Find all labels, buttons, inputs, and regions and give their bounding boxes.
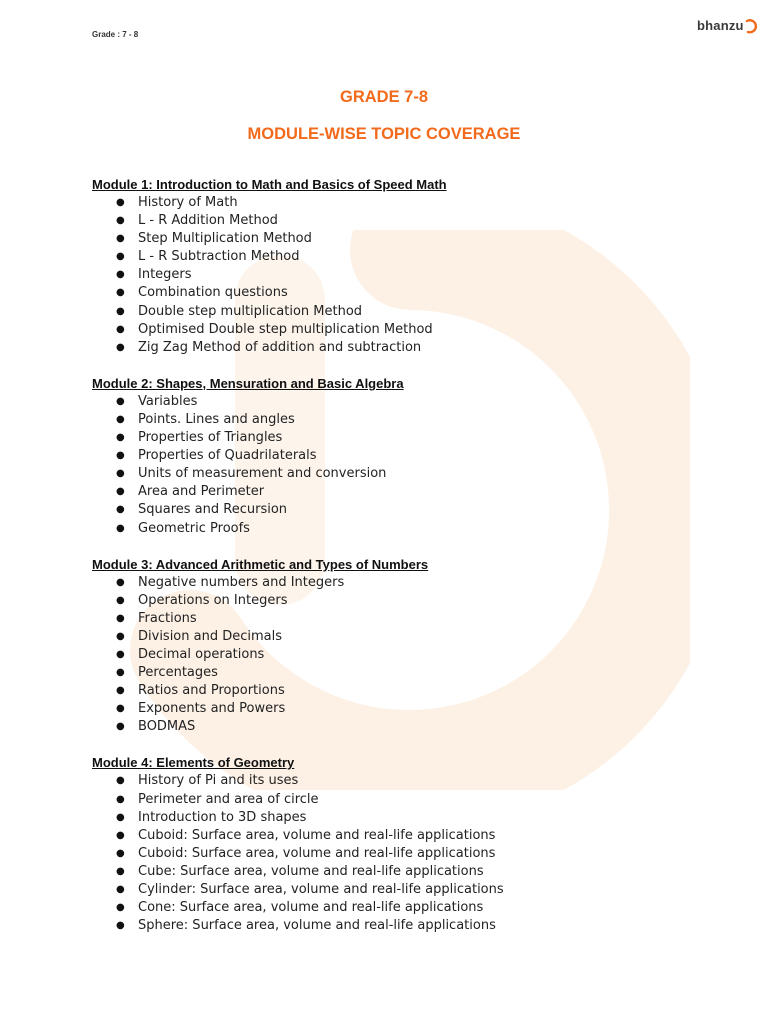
bullet-icon: ● [116,630,125,642]
bullet-icon: ● [116,594,125,606]
topic-label: History of Pi and its uses [138,773,299,789]
topic-label: Double step multiplication Method [138,303,363,319]
bullet-icon: ● [116,197,125,208]
topic-item [92,664,712,682]
bullet-icon: ● [116,721,125,733]
bullet-icon: ● [116,829,125,841]
topic-item [92,592,712,610]
topic-label: Variables [138,393,198,409]
topic-label: Optimised Double step multiplication Method [138,321,433,337]
topic-item [92,194,712,212]
bullet-icon: ● [116,233,125,245]
topic-item [92,393,712,411]
topic-item [92,284,712,302]
module-heading: Module 3: Advanced Arithmetic and Types of Numbers [92,556,429,572]
topic-item [92,610,712,628]
topic-label: L - R Subtraction Method [138,249,300,265]
topic-label: Properties of Quadrilaterals [138,448,317,464]
bullet-icon: ● [116,612,125,624]
bullet-icon: ● [116,775,125,787]
bullet-icon: ● [116,215,125,227]
module-heading: Module 2: Shapes, Mensuration and Basic Algebra [92,375,404,391]
bullet-icon: ● [116,920,125,932]
topic-label: Decimal operations [138,646,265,662]
bullet-icon: ● [116,486,125,498]
bullet-icon: ● [116,576,125,588]
topic-label: Division and Decimals [138,628,283,644]
topic-label: Exponents and Powers [138,701,286,717]
topic-item [92,827,712,845]
bullet-icon: ● [116,685,125,697]
topic-label: BODMAS [138,719,196,735]
bhanzu-logo [697,17,757,34]
bullet-icon: ● [116,450,125,462]
topic-label: Fractions [138,610,197,626]
bullet-icon: ● [116,305,125,317]
topic-item [92,465,712,483]
bullet-icon: ● [116,395,125,407]
topic-item [92,520,712,538]
bullet-icon: ● [116,884,125,895]
topic-label: Cube: Surface area, volume and real-life applications [138,863,484,879]
bullet-icon: ● [116,703,125,715]
topic-item [92,845,712,863]
topic-label: History of Math [138,195,238,210]
bullet-icon: ● [116,287,125,299]
topic-label: Units of measurement and conversion [138,466,387,482]
topic-label: Points. Lines and angles [138,411,295,427]
bullet-icon: ● [116,341,125,353]
topic-label: Negative numbers and Integers [138,574,345,590]
topic-label: Sphere: Surface area, volume and real-life applications [138,918,496,934]
topic-item [92,863,712,881]
topic-item [92,628,712,646]
topic-item [92,212,712,230]
bullet-icon: ● [116,847,125,859]
bullet-icon: ● [116,323,125,335]
module-heading: Module 4: Elements of Geometry [92,755,295,771]
topic-item [92,809,712,827]
bullet-icon: ● [116,793,125,805]
bullet-icon: ● [116,648,125,660]
bullet-icon: ● [116,902,125,914]
bullet-icon: ● [116,413,125,425]
topic-label: Introduction to 3D shapes [138,809,307,825]
bhanzu-logo-icon [745,18,757,34]
topic-label: Cylinder: Surface area, volume and real-life applications [138,882,504,897]
bullet-icon: ● [116,667,125,679]
topic-item [92,501,712,519]
topic-label: Squares and Recursion [138,502,288,518]
module-1 [92,176,712,357]
topic-item [92,483,712,501]
module-heading: Module 1: Introduction to Math and Basics of Speed Math [92,177,447,192]
bullet-icon: ● [116,432,125,444]
topic-label: Step Multiplication Method [138,231,312,247]
bullet-icon: ● [116,468,125,480]
logo-text: bhanzu [697,18,744,33]
topic-label: Combination questions [138,285,288,301]
topic-list [92,772,712,935]
bullet-icon: ● [116,251,125,263]
bullet-icon: ● [116,865,125,877]
topic-label: Percentages [138,665,218,681]
topic-list [92,194,712,357]
topic-label: Cone: Surface area, volume and real-life applications [138,900,484,916]
topic-label: Geometric Proofs [138,520,250,536]
topic-item [92,791,712,809]
topic-item [92,248,712,266]
bullet-icon: ● [116,269,125,281]
topic-item [92,411,712,429]
topic-item [92,339,712,357]
topic-item [92,772,712,790]
topic-item [92,321,712,339]
page-title: GRADE 7-8 [339,88,429,106]
topic-item [92,574,712,592]
topic-label: Cuboid: Surface area, volume and real-life applications [138,845,496,861]
page-subtitle: MODULE-WISE TOPIC COVERAGE [247,125,521,143]
topic-item [92,682,712,700]
topic-item [92,899,712,917]
module-2 [92,375,712,538]
bullet-icon: ● [116,811,125,823]
topic-list [92,393,712,538]
topic-label: Integers [138,267,192,283]
topic-label: Zig Zag Method of addition and subtraction [138,339,422,355]
header-grade-label: Grade : 7 - 8 [92,30,139,39]
topic-item [92,429,712,447]
topic-item [92,230,712,248]
topic-label: L - R Addition Method [138,213,278,229]
topic-label: Ratios and Proportions [138,683,285,699]
topic-item [92,303,712,321]
topic-label: Cuboid: Surface area, volume and real-life applications [138,827,496,843]
module-content [92,176,712,953]
topic-item [92,881,712,899]
topic-item [92,447,712,465]
topic-item [92,646,712,664]
module-3 [92,556,712,737]
topic-list [92,574,712,737]
topic-item [92,718,712,736]
topic-item [92,266,712,284]
bullet-icon: ● [116,522,125,534]
bullet-icon: ● [116,504,125,516]
topic-label: Area and Perimeter [138,484,265,500]
topic-label: Perimeter and area of circle [138,791,319,807]
topic-item [92,917,712,935]
topic-label: Properties of Triangles [138,430,283,446]
topic-item [92,700,712,718]
module-4 [92,754,712,935]
topic-label: Operations on Integers [138,592,288,608]
